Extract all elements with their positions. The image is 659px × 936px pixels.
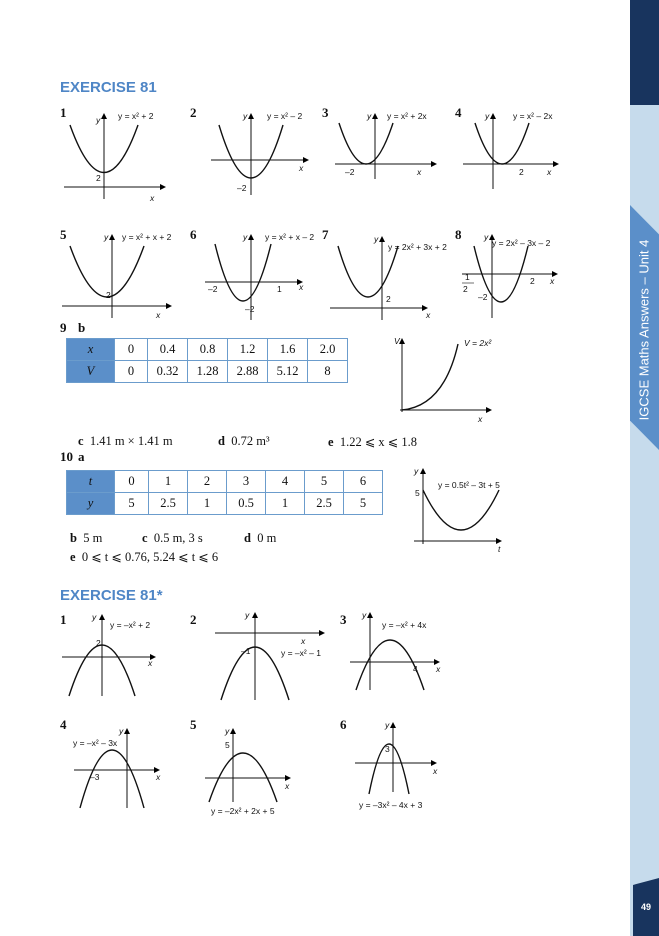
question-number: 5: [190, 717, 197, 732]
table-cell: 5: [344, 493, 383, 515]
question-number: 8: [455, 227, 462, 242]
part-label: a: [78, 449, 85, 464]
table-cell: 0.5: [227, 493, 266, 515]
graph-star-q4: [72, 722, 182, 812]
equation-label: y = x² + x + 2: [122, 232, 172, 242]
x-axis-label: x: [436, 664, 441, 674]
tick-label: 2: [96, 638, 101, 648]
equation-label: V = 2x²: [464, 338, 492, 348]
question-number: 2: [190, 612, 197, 627]
graph-q8: [462, 228, 587, 323]
table-row: [67, 361, 348, 383]
equation-label: y = x² + 2: [118, 111, 154, 121]
x-axis-label: x: [150, 193, 155, 203]
table-header: V: [67, 361, 115, 383]
tick-label: –2: [345, 167, 355, 177]
graph-q3: [335, 105, 455, 185]
table-cell: 2.0: [308, 339, 348, 361]
question-number: 3: [322, 105, 329, 120]
q10-answer-d: d 0 m: [244, 531, 277, 545]
q10-answer-b: b 5 m: [70, 531, 103, 545]
page-number: 49: [640, 902, 651, 912]
x-axis-label: x: [550, 276, 555, 286]
question-number: 1: [60, 612, 67, 627]
table-header: t: [67, 471, 115, 493]
graph-q1: [60, 105, 180, 205]
question-number: 2: [190, 105, 197, 120]
q9-answer-d: d 0.72 m³: [218, 434, 270, 448]
tick-label: –2: [237, 183, 247, 193]
tick-label: 5: [225, 740, 230, 750]
equation-label: y = x² + x – 2: [265, 232, 315, 242]
equation-label: y = 2x² + 3x + 2: [388, 242, 447, 252]
x-axis-label: x: [299, 163, 304, 173]
graph-star-q2: [205, 608, 330, 703]
tick-label: 2: [530, 276, 535, 286]
tick-label: 3: [385, 744, 390, 754]
tick-label: 4: [413, 664, 418, 674]
table-cell: 2.5: [149, 493, 188, 515]
graph-star-q6: [355, 716, 465, 816]
x-axis-label: x: [417, 167, 422, 177]
graph-q10: [408, 462, 518, 557]
question-number: 3: [340, 612, 347, 627]
question-number: 9: [60, 320, 67, 335]
y-axis-label: y: [92, 612, 97, 622]
equation-label: y = –2x² + 2x + 5: [211, 806, 275, 816]
x-axis-label: x: [478, 414, 483, 424]
equation-label: y = x² + 2x: [387, 111, 427, 121]
tick-label: –2: [208, 284, 218, 294]
tick-label: 2: [463, 284, 468, 294]
graph-star-q3: [350, 608, 460, 698]
table-cell: 0: [115, 361, 148, 383]
y-axis-label: y: [367, 111, 372, 121]
y-axis-label: y: [225, 726, 230, 736]
question-number: 6: [190, 227, 197, 242]
x-axis-label: t: [498, 544, 501, 554]
table-cell: 3: [227, 471, 266, 493]
tick-label: –2: [478, 292, 488, 302]
side-strip: [630, 0, 659, 936]
x-axis-label: x: [156, 310, 161, 320]
table-row: [67, 339, 348, 361]
question-number: 5: [60, 227, 67, 242]
tick-label: 2: [106, 290, 111, 300]
graph-star-q5: [205, 722, 320, 822]
x-axis-label: x: [156, 772, 161, 782]
equation-label: y = x² – 2: [267, 111, 303, 121]
table-cell: 2: [188, 471, 227, 493]
x-axis-label: x: [426, 310, 431, 320]
table-cell: 1.2: [228, 339, 268, 361]
equation-label: y = –x² – 3x: [73, 738, 118, 748]
table-cell: 1.6: [268, 339, 308, 361]
tick-label: 1: [277, 284, 282, 294]
table-row: [67, 471, 383, 493]
tick-label: 1: [465, 272, 470, 282]
table-cell: 1: [149, 471, 188, 493]
equation-label: y = 2x² – 3x – 2: [492, 238, 551, 248]
y-axis-label: y: [243, 232, 248, 242]
y-axis-label: y: [243, 111, 248, 121]
y-axis-label: y: [385, 720, 390, 730]
question-number: 7: [322, 227, 329, 242]
exercise-81-star-title: EXERCISE 81*: [60, 587, 163, 604]
y-axis-label: y: [485, 111, 490, 121]
table-header: y: [67, 493, 115, 515]
q9-table: [66, 338, 348, 383]
graph-q9: [392, 334, 502, 424]
y-axis-label: y: [374, 234, 379, 244]
table-cell: 2.5: [305, 493, 344, 515]
table-cell: 1: [266, 493, 305, 515]
table-cell: 5: [115, 493, 149, 515]
x-axis-label: x: [547, 167, 552, 177]
y-axis-label: y: [484, 232, 489, 242]
equation-label: y = –x² + 4x: [382, 620, 427, 630]
table-row: [67, 493, 383, 515]
q10-table: [66, 470, 383, 515]
graph-q5: [62, 228, 187, 323]
x-axis-label: x: [285, 781, 290, 791]
table-cell: 0.4: [148, 339, 188, 361]
y-axis-label: y: [362, 610, 367, 620]
y-axis-label: V: [394, 336, 400, 346]
table-cell: 1: [188, 493, 227, 515]
graph-star-q1: [62, 608, 177, 703]
table-cell: 4: [266, 471, 305, 493]
table-cell: 0: [115, 339, 148, 361]
table-header: x: [67, 339, 115, 361]
x-axis-label: x: [433, 766, 438, 776]
table-cell: 8: [308, 361, 348, 383]
table-cell: 0.8: [188, 339, 228, 361]
table-cell: 0.32: [148, 361, 188, 383]
y-axis-label: y: [104, 232, 109, 242]
table-cell: 0: [115, 471, 149, 493]
exercise-81-title: EXERCISE 81: [60, 79, 157, 96]
table-cell: 6: [344, 471, 383, 493]
tick-label: 2: [519, 167, 524, 177]
tick-label: –1: [241, 646, 251, 656]
table-cell: 1.28: [188, 361, 228, 383]
table-cell: 2.88: [228, 361, 268, 383]
x-axis-label: x: [148, 658, 153, 668]
y-axis-label: y: [96, 115, 101, 125]
question-number: 4: [455, 105, 462, 120]
q10-answer-c: c 0.5 m, 3 s: [142, 531, 203, 545]
unit-tab-label: IGCSE Maths Answers – Unit 4: [636, 239, 652, 421]
question-number: 10: [60, 449, 73, 464]
tick-label: 2: [386, 294, 391, 304]
graph-q4: [463, 105, 583, 185]
equation-label: y = –3x² – 4x + 3: [359, 800, 423, 810]
equation-label: y = x² – 2x: [513, 111, 553, 121]
table-cell: 5: [305, 471, 344, 493]
question-number: 4: [60, 717, 67, 732]
equation-label: y = –x² – 1: [281, 648, 321, 658]
q9-answer-c: c 1.41 m × 1.41 m: [78, 434, 173, 448]
side-strip-top: [630, 0, 659, 105]
x-axis-label: x: [299, 282, 304, 292]
equation-label: y = –x² + 2: [110, 620, 151, 630]
graph-q7: [330, 228, 455, 323]
tick-label: –3: [90, 772, 100, 782]
y-axis-label: y: [414, 466, 419, 476]
q10-answer-e: e 0 ⩽ t ⩽ 0.76, 5.24 ⩽ t ⩽ 6: [70, 550, 219, 564]
tick-label: 2: [96, 173, 101, 183]
x-axis-label: x: [301, 636, 306, 646]
y-axis-label: y: [245, 610, 250, 620]
y-axis-label: y: [119, 726, 124, 736]
graph-q2: [205, 105, 320, 200]
equation-label: y = 0.5t² – 3t + 5: [438, 480, 500, 490]
question-number: 1: [60, 105, 67, 120]
graph-q6: [205, 228, 325, 323]
table-cell: 5.12: [268, 361, 308, 383]
tick-label: –2: [245, 304, 255, 314]
part-label: b: [78, 320, 86, 335]
tick-label: 5: [415, 488, 420, 498]
question-number: 6: [340, 717, 347, 732]
q9-answer-e: e 1.22 ⩽ x ⩽ 1.8: [328, 435, 418, 449]
